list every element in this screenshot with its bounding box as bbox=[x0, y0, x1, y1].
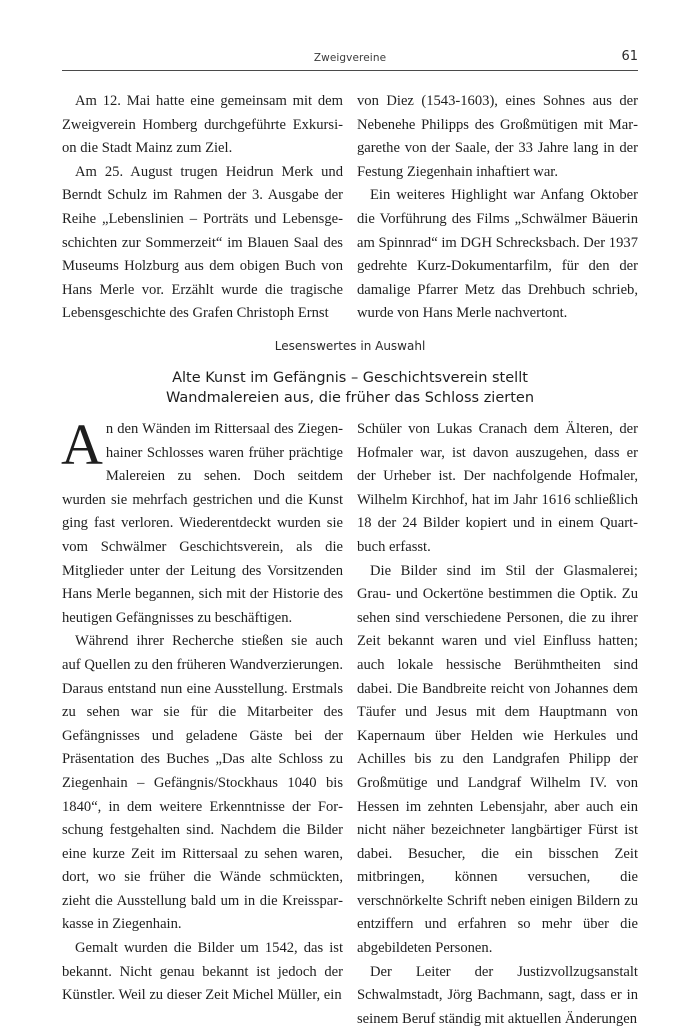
headline-line-1: Alte Kunst im Gefängnis – Geschichtsverein stellt bbox=[172, 370, 528, 386]
feature-left-column bbox=[61, 412, 343, 1008]
top-article-right-column bbox=[357, 90, 638, 326]
paragraph: Während ihrer Recherche stießen sie auch auf Quellen zu den früheren Wandverzierungen. Daraus entstand nun eine Ausstellung. Erstmals zu sehen war sie für die Mitarbeiter des Gefängnisses und geladene Gäste bei der Präsentation des Buches „Das alte Schloss zu Ziegenhain – Gefängnis/Stockhaus 1040 bis 1840“, in dem weitere Erkenntnisse der Forschung festgehalten sind. Nachdem die Bilder eine kurze Zeit im Rittersaal zu sehen waren, dort, wo sie früher die Wände schmückten, zieht die Ausstellung bald um in die Kreissparkasse in Ziegenhain. bbox=[62, 633, 343, 933]
paragraph: Die Bilder sind im Stil der Glasmalerei; Grau- und Ockertöne bestimmen die Optik. Zu sehen sind verschiedene Personen, die zu ihrer Zeit bekannt waren und viel Einfluss hatten; auch lokale hessische Berühmtheiten sind dabei. Die Bandbreite reicht von Johannes dem Täufer und Jesus mit dem Hauptmann von Kapernaum über Helden wie Herkules und Achilles bis zu den Landgrafen Philipp der Großmütige und Landgraf Wilhelm IV. von Hessen im zehnten Lebensjahr, aber auch ein nicht näher bezeichneter langbärtiger Fürst ist dabei. Besucher, die ein bisschen Zeit mitbringen, können versuchen, die verschnörkelte Schrift neben einigen Bildern zu entziffern und erfahren so mehr über die abgebildeten Personen. bbox=[357, 562, 638, 957]
paragraph: Der Leiter der Justizvollzugsanstalt Schwalmstadt, Jörg Bachmann, sagt, dass er in seinem Beruf ständig mit aktuellen Änderungen bbox=[357, 963, 638, 1027]
running-header bbox=[62, 46, 638, 71]
section-title: Zweigvereine bbox=[313, 52, 387, 64]
paragraph: Schüler von Lukas Cranach dem Älteren, der Hofmaler war, ist davon auszugehen, dass er der Urheber ist. Der nachfolgende Hofmaler, Wilhelm Kirchhof, hat im Jahr 1616 schließlich 18 der 24 Bilder kopiert und in einem Quartbuch erfasst. bbox=[357, 421, 638, 555]
paragraph: Gemalt wurden die Bilder um 1542, das ist bekannt. Nicht genau bekannt ist jedoch der Künstler. Weil zu dieser Zeit Michel Müller, ein bbox=[62, 940, 343, 1004]
feature-right-column bbox=[357, 418, 638, 1031]
section-kicker: Lesenswertes in Auswahl bbox=[274, 339, 426, 353]
top-article-left-column bbox=[62, 90, 343, 326]
article-headline bbox=[0, 368, 700, 408]
paragraph-text: n den Wänden im Rittersaal des Ziegenhainer Schlosses waren früher prächtige Malereien zu sehen. Doch seitdem wurden sie mehrfach gestrichen und die Kunst ging fast verloren. Wiederentdeckt wurden sie vom Schwälmer Geschichtsverein, als die Mitglieder unter der Leitung des Vorsitzenden Hans Merle begannen, sich mit der Historie des heutigen Gefängnisses zu beschäftigen. bbox=[62, 421, 343, 626]
paragraph bbox=[61, 412, 343, 630]
paragraph: Am 25. August trugen Heidrun Merk und Berndt Schulz im Rahmen der 3. Ausgabe der Reihe „Lebenslinien – Porträts und Lebensgeschichten zur Sommerzeit“ im Blauen Saal des Museums Holzburg aus dem obigen Buch von Hans Merle vor. Erzählt wurde die tragische Lebensgeschichte des Grafen Christoph Ernst bbox=[62, 163, 343, 322]
headline-line-2: Wandmalereien aus, die früher das Schloss zierten bbox=[165, 390, 535, 406]
paragraph: von Diez (1543-1603), eines Sohnes aus der Nebenehe Philipps des Großmütigen mit Margarethe von der Saale, der 33 Jahre lang in der Festung Ziegenhain inhaftiert war. bbox=[357, 93, 638, 180]
paragraph: Ein weiteres Highlight war Anfang Oktober die Vorführung des Films „Schwälmer Bäuerin am Spinnrad“ im DGH Schrecksbach. Der 1937 gedrehte Kurz-Dokumentarfilm, für den der damalige Pfarrer Metz das Drehbuch schrieb, wurde von Hans Merle nachvertont. bbox=[357, 187, 638, 322]
paragraph: Am 12. Mai hatte eine gemeinsam mit dem Zweigverein Homberg durchgeführte Exkursion die Stadt Mainz zum Ziel. bbox=[62, 93, 343, 157]
page-number: 61 bbox=[621, 49, 638, 64]
drop-cap: A bbox=[61, 412, 103, 477]
